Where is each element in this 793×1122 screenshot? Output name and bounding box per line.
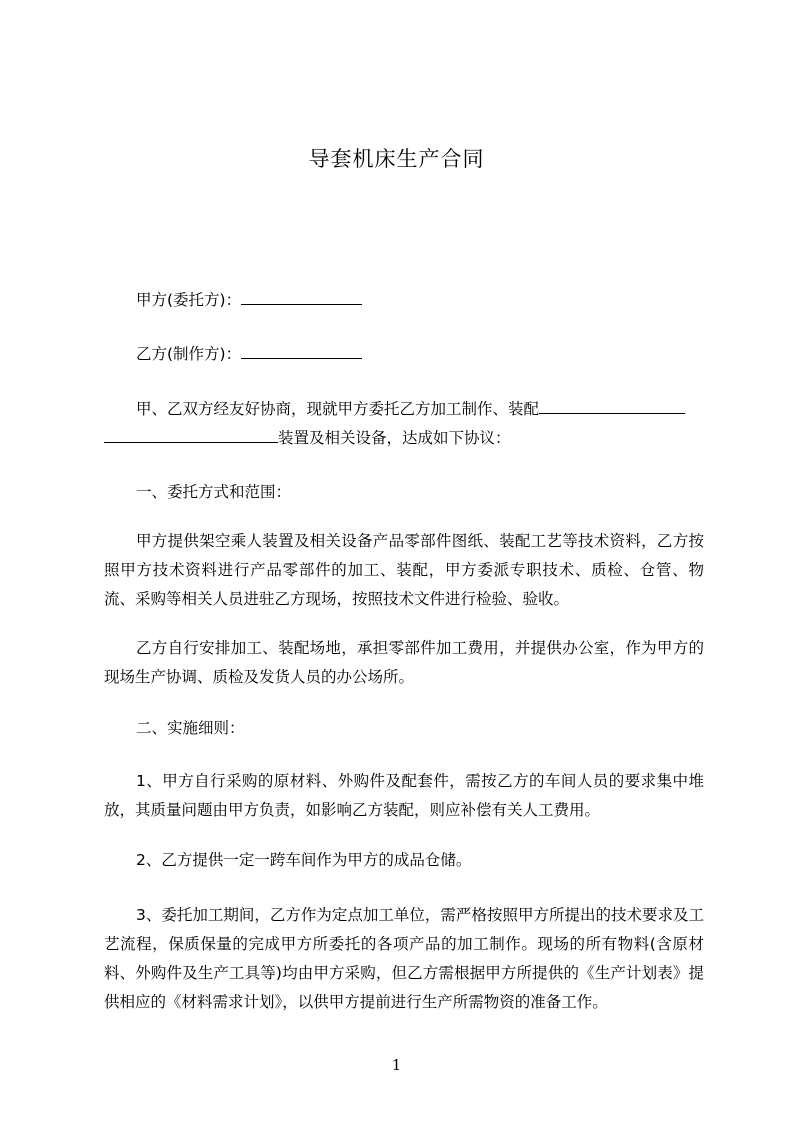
section-2-item-1: 1、甲方自行采购的原材料、外购件及配套件，需按乙方的车间人员的要求集中堆放，其质量问题由甲方负责，如影响乙方装配，则应补偿有关人工费用。: [104, 772, 704, 819]
section-2-item-2: 2、乙方提供一定一跨车间作为甲方的成品仓储。: [136, 851, 472, 869]
section-2-item-3: 3、委托加工期间，乙方作为定点加工单位，需严格按照甲方所提出的技术要求及工艺流程，保质保量的完成甲方所委托的各项产品的加工制作。现场的所有物料(含原材料、外购件及生产工具等)均由甲方采购，但乙方需根据甲方所提供的《生产计划表》提供相应的《材料需求计划》，以供甲方提前进行生产所需物资的准备工作。: [104, 906, 704, 1011]
intro-blank-2: [104, 426, 278, 443]
party-a-label: 甲方(委托方)：: [136, 291, 242, 309]
intro-text-2: 装置及相关设备，达成如下协议：: [278, 429, 511, 447]
intro-blank-1: [539, 397, 685, 414]
section-2-heading: 二、实施细则：: [136, 719, 245, 737]
intro-text-1: 甲、乙双方经友好协商，现就甲方委托乙方加工制作、装配: [136, 400, 540, 418]
party-a-blank: [241, 288, 362, 305]
document-title: 导套机床生产合同: [308, 147, 485, 171]
section-1-heading: 一、委托方式和范围：: [136, 483, 292, 501]
page-number: 1: [391, 1056, 402, 1074]
party-b-blank: [241, 342, 362, 359]
section-1-paragraph-1: 甲方提供架空乘人装置及相关设备产品零部件图纸、装配工艺等技术资料，乙方按照甲方技术资料进行产品零部件的加工、装配，甲方委派专职技术、质检、仓管、物流、采购等相关人员进驻乙方现场，按照技术文件进行检验、验收。: [104, 532, 704, 608]
intro-line-2: [104, 424, 704, 453]
section-1-paragraph-2: 乙方自行安排加工、装配场地，承担零部件加工费用，并提供办公室，作为甲方的现场生产协调、质检及发货人员的办公场所。: [104, 639, 704, 686]
party-b-label: 乙方(制作方)：: [136, 345, 242, 363]
party-a-line: [136, 286, 736, 315]
party-b-line: [136, 340, 736, 369]
intro-line-1: [136, 395, 736, 424]
